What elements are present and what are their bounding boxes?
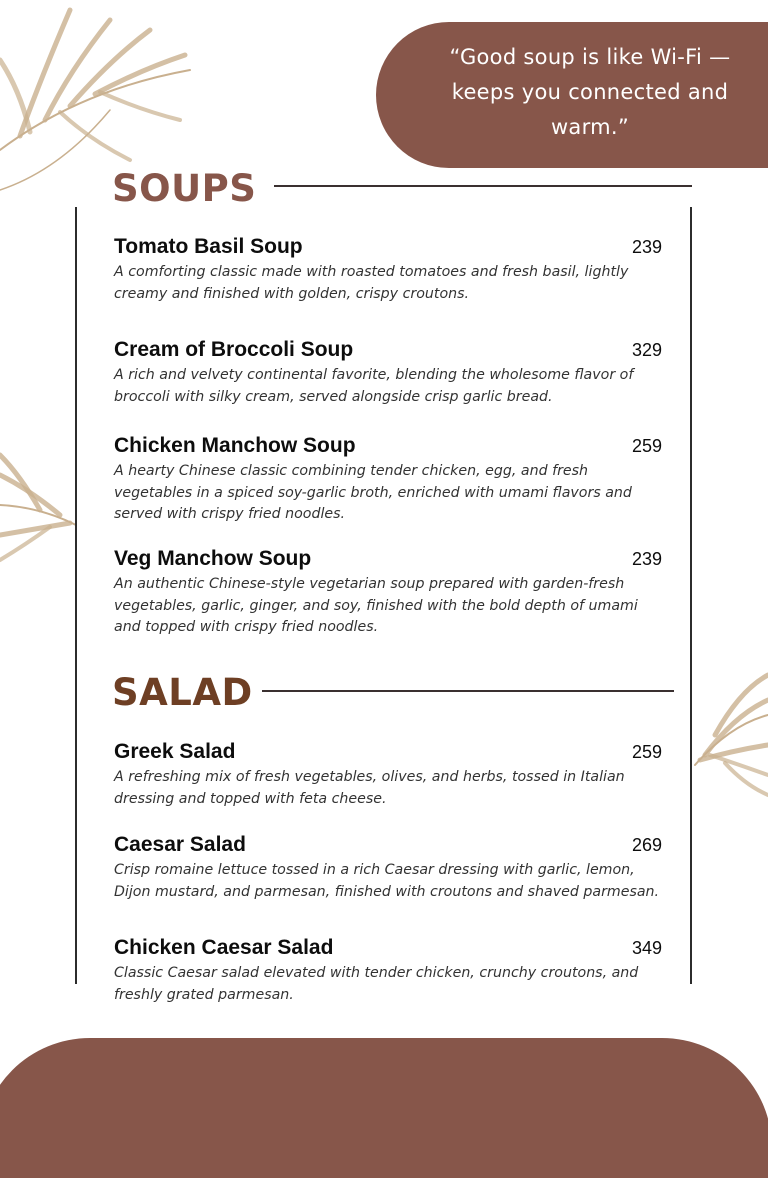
- item-price: 239: [631, 237, 662, 257]
- menu-item-chicken-manchow-soup: [114, 433, 664, 526]
- menu-item-cream-of-broccoli-soup: [114, 337, 664, 408]
- palm-leaf-right-icon: [690, 655, 768, 805]
- quote-text: “Good soup is like Wi-Fi — keeps you connected and warm.”: [449, 45, 731, 139]
- item-price: 239: [631, 549, 662, 569]
- menu-item-tomato-basil-soup: [114, 234, 664, 305]
- item-name: Caesar Salad: [114, 833, 246, 856]
- item-description: A comforting classic made with roasted tomatoes and fresh basil, lightly creamy and finished with golden, crispy croutons.: [114, 264, 629, 302]
- bottom-decorative-band: [0, 1038, 768, 1178]
- soups-section-title: SOUPS: [112, 167, 257, 210]
- item-price: 259: [631, 742, 662, 762]
- item-name: Chicken Caesar Salad: [114, 936, 334, 959]
- salad-section-title: SALAD: [112, 671, 253, 714]
- left-border-line: [75, 207, 77, 984]
- item-price: 259: [631, 436, 662, 456]
- item-name: Greek Salad: [114, 740, 236, 763]
- item-name: Veg Manchow Soup: [114, 547, 312, 570]
- menu-item-caesar-salad: [114, 832, 664, 903]
- item-description: Classic Caesar salad elevated with tender chicken, crunchy croutons, and freshly grated parmesan.: [114, 965, 639, 1003]
- salad-title-rule: [262, 690, 674, 692]
- item-price: 329: [631, 340, 662, 360]
- menu-item-veg-manchow-soup: [114, 546, 664, 639]
- soups-title-rule: [274, 185, 692, 187]
- right-border-line: [690, 207, 692, 984]
- item-description: A rich and velvety continental favorite, blending the wholesome flavor of broccoli with silky cream, served alongside crisp garlic bread.: [114, 367, 634, 405]
- item-price: 349: [631, 938, 662, 958]
- item-name: Cream of Broccoli Soup: [114, 338, 354, 361]
- item-description: An authentic Chinese-style vegetarian soup prepared with garden-fresh vegetables, garlic, ginger, and soy, finished with the bold depth of umami and topped with crispy fried noodles.: [114, 576, 638, 635]
- item-price: 269: [631, 835, 662, 855]
- menu-item-chicken-caesar-salad: [114, 935, 664, 1006]
- item-description: A refreshing mix of fresh vegetables, olives, and herbs, tossed in Italian dressing and topped with feta cheese.: [114, 769, 625, 807]
- palm-leaf-mid-left-icon: [0, 435, 80, 575]
- item-description: Crisp romaine lettuce tossed in a rich Caesar dressing with garlic, lemon, Dijon mustard, and parmesan, finished with croutons and shaved parmesan.: [114, 862, 660, 900]
- item-name: Tomato Basil Soup: [114, 235, 303, 258]
- item-name: Chicken Manchow Soup: [114, 434, 356, 457]
- item-description: A hearty Chinese classic combining tender chicken, egg, and fresh vegetables in a spiced soy-garlic broth, enriched with umami flavors and served with crispy fried noodles.: [114, 463, 632, 522]
- menu-item-greek-salad: [114, 739, 664, 810]
